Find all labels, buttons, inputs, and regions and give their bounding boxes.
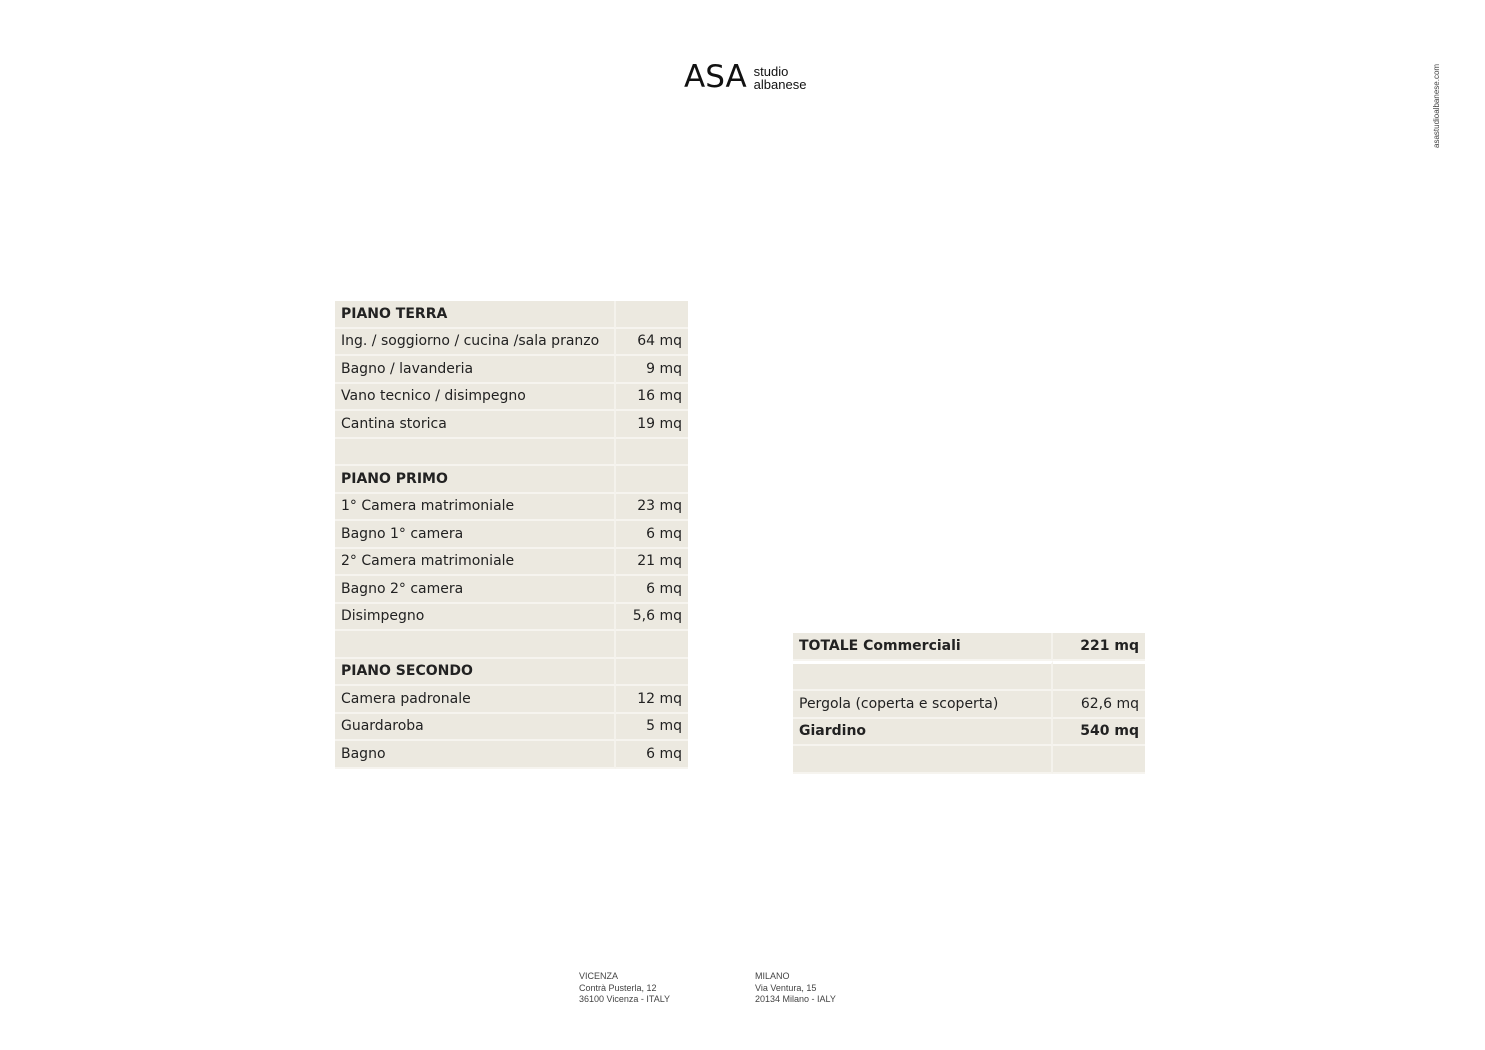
floor-areas-body	[335, 301, 688, 769]
footer-street: Via Ventura, 15	[755, 982, 817, 993]
area-value: 6 mq	[616, 576, 688, 604]
footer-zip-city: 20134 Milano - IALY	[755, 994, 836, 1004]
area-value: 221 mq	[1053, 633, 1145, 661]
room-name: Bagno 2° camera	[335, 576, 616, 604]
side-website-url: asastudioalbanese.com	[1432, 63, 1441, 148]
area-value	[1053, 661, 1145, 692]
room-name: PIANO SECONDO	[335, 659, 616, 687]
section-heading-row	[335, 659, 688, 687]
spacer-row	[335, 631, 688, 659]
room-name: PIANO TERRA	[335, 301, 616, 329]
area-value: 21 mq	[616, 549, 688, 577]
area-row	[793, 691, 1145, 719]
room-name: Ing. / soggiorno / cucina /sala pranzo	[335, 329, 616, 357]
area-value	[616, 439, 688, 467]
logo-line-2: albanese	[753, 76, 807, 92]
area-value: 540 mq	[1053, 719, 1145, 747]
area-value	[616, 631, 688, 659]
area-row	[335, 714, 688, 742]
section-heading-row	[793, 633, 1145, 661]
room-name: Pergola (coperta e scoperta)	[793, 691, 1053, 719]
area-value: 6 mq	[616, 741, 688, 769]
room-name: PIANO PRIMO	[335, 466, 616, 494]
room-name: Giardino	[793, 719, 1053, 747]
footer-address-vicenza	[579, 971, 670, 1006]
section-heading-row	[335, 301, 688, 329]
area-value	[616, 659, 688, 687]
area-row	[335, 549, 688, 577]
totals-body	[793, 633, 1145, 774]
room-name: Disimpegno	[335, 604, 616, 632]
logo-mark: ASA	[684, 59, 747, 95]
room-name: Guardaroba	[335, 714, 616, 742]
spacer-row	[335, 439, 688, 467]
room-name: TOTALE Commerciali	[793, 633, 1053, 661]
section-heading-row	[793, 719, 1145, 747]
area-value: 19 mq	[616, 411, 688, 439]
area-row	[335, 576, 688, 604]
area-value: 62,6 mq	[1053, 691, 1145, 719]
room-name: Bagno	[335, 741, 616, 769]
area-value	[616, 466, 688, 494]
footer-street: Contrà Pusterla, 12	[579, 982, 657, 993]
logo-line-1: studio	[753, 63, 789, 79]
room-name	[793, 661, 1053, 692]
area-row	[335, 604, 688, 632]
spacer-row	[793, 661, 1145, 692]
room-name: Vano tecnico / disimpegno	[335, 384, 616, 412]
footer-city: MILANO	[755, 971, 790, 981]
room-name: 1° Camera matrimoniale	[335, 494, 616, 522]
footer-city: VICENZA	[579, 971, 619, 981]
area-value: 23 mq	[616, 494, 688, 522]
spacer-row	[793, 746, 1145, 774]
room-name	[793, 746, 1053, 774]
logo-text	[754, 65, 807, 91]
area-value: 64 mq	[616, 329, 688, 357]
area-row	[335, 411, 688, 439]
area-value	[1053, 746, 1145, 774]
area-row	[335, 384, 688, 412]
area-value: 5 mq	[616, 714, 688, 742]
area-value: 9 mq	[616, 356, 688, 384]
area-value: 5,6 mq	[616, 604, 688, 632]
totals-table	[793, 633, 1145, 774]
room-name	[335, 631, 616, 659]
room-name: Cantina storica	[335, 411, 616, 439]
area-value: 6 mq	[616, 521, 688, 549]
floor-areas-table	[335, 301, 688, 769]
area-row	[335, 686, 688, 714]
room-name	[335, 439, 616, 467]
studio-logo	[684, 59, 807, 95]
area-value: 16 mq	[616, 384, 688, 412]
room-name: Camera padronale	[335, 686, 616, 714]
section-heading-row	[335, 466, 688, 494]
area-value: 12 mq	[616, 686, 688, 714]
area-value	[616, 301, 688, 329]
room-name: 2° Camera matrimoniale	[335, 549, 616, 577]
area-row	[335, 741, 688, 769]
area-row	[335, 494, 688, 522]
footer-address-milano	[755, 971, 836, 1006]
room-name: Bagno 1° camera	[335, 521, 616, 549]
area-row	[335, 356, 688, 384]
footer-zip-city: 36100 Vicenza - ITALY	[579, 994, 671, 1004]
area-row	[335, 329, 688, 357]
room-name: Bagno / lavanderia	[335, 356, 616, 384]
area-row	[335, 521, 688, 549]
